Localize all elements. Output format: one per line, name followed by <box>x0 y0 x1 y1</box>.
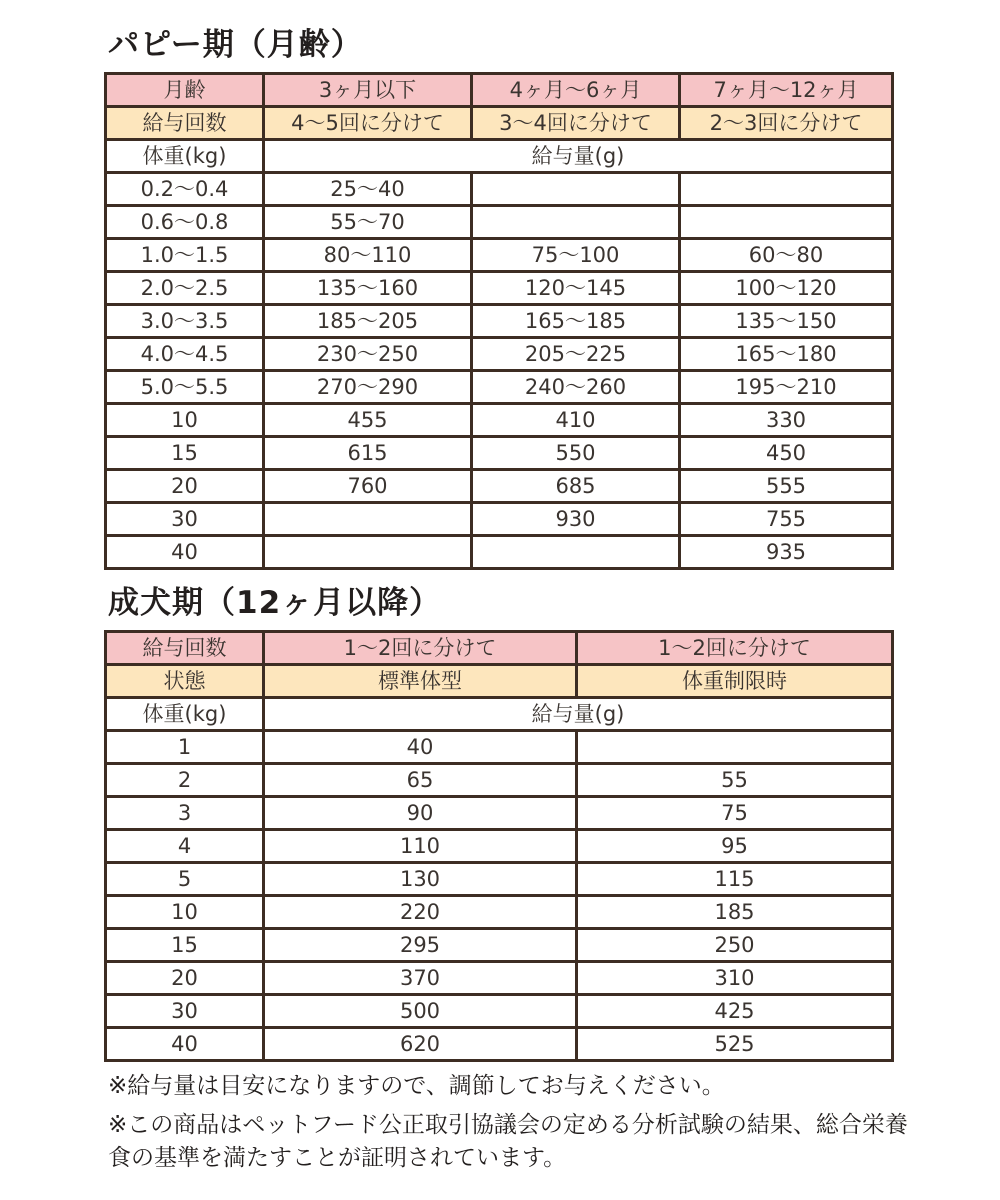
amount-cell <box>473 174 681 207</box>
amount-cell: 40 <box>265 732 578 765</box>
table-row <box>107 765 891 798</box>
amount-cell: 25〜40 <box>265 174 473 207</box>
weight-cell: 3.0〜3.5 <box>107 306 265 339</box>
table-row <box>107 471 891 504</box>
weight-cell: 1 <box>107 732 265 765</box>
amount-cell: 130 <box>265 864 578 897</box>
weight-cell: 40 <box>107 537 265 567</box>
amount-cell: 185〜205 <box>265 306 473 339</box>
table-row <box>107 732 891 765</box>
amount-cell: 500 <box>265 996 578 1029</box>
amount-cell: 760 <box>265 471 473 504</box>
amount-cell: 310 <box>578 963 891 996</box>
amount-cell: 75〜100 <box>473 240 681 273</box>
state-row <box>107 666 891 699</box>
table-row <box>107 207 891 240</box>
amount-cell: 95 <box>578 831 891 864</box>
amount-cell: 55〜70 <box>265 207 473 240</box>
amount-cell: 425 <box>578 996 891 1029</box>
weight-cell: 10 <box>107 405 265 438</box>
amount-cell: 620 <box>265 1029 578 1059</box>
amount-cell: 755 <box>681 504 891 537</box>
amount-cell: 240〜260 <box>473 372 681 405</box>
weight-label: 体重(kg) <box>107 141 265 174</box>
frequency-value: 4〜5回に分けて <box>265 108 473 141</box>
table-row <box>107 438 891 471</box>
amount-cell: 185 <box>578 897 891 930</box>
amount-cell: 220 <box>265 897 578 930</box>
amount-cell: 935 <box>681 537 891 567</box>
table-row <box>107 504 891 537</box>
amount-cell: 65 <box>265 765 578 798</box>
weight-cell: 4 <box>107 831 265 864</box>
notes <box>108 1070 908 1181</box>
frequency-label: 給与回数 <box>107 108 265 141</box>
weight-label: 体重(kg) <box>107 699 265 732</box>
frequency-row <box>107 108 891 141</box>
amount-cell: 410 <box>473 405 681 438</box>
amount-cell: 330 <box>681 405 891 438</box>
amount-cell: 250 <box>578 930 891 963</box>
table-row <box>107 897 891 930</box>
frequency-value: 3〜4回に分けて <box>473 108 681 141</box>
weight-cell: 0.6〜0.8 <box>107 207 265 240</box>
amount-cell: 370 <box>265 963 578 996</box>
amount-cell: 80〜110 <box>265 240 473 273</box>
weight-cell: 15 <box>107 438 265 471</box>
puppy-section-title: パピー期（月齢） <box>108 27 363 63</box>
note-certification: ※この商品はペットフード公正取引協議会の定める分析試験の結果、総合栄養食の基準を満たすことが証明されています。 <box>108 1112 908 1171</box>
frequency-row <box>107 633 891 666</box>
weight-cell: 2 <box>107 765 265 798</box>
table-row <box>107 831 891 864</box>
table-row <box>107 240 891 273</box>
weight-cell: 30 <box>107 504 265 537</box>
amount-cell <box>265 537 473 567</box>
amount-cell: 205〜225 <box>473 339 681 372</box>
amount-cell <box>473 537 681 567</box>
table-row <box>107 174 891 207</box>
amount-cell: 550 <box>473 438 681 471</box>
amount-label: 給与量(g) <box>265 699 891 732</box>
table-row <box>107 996 891 1029</box>
unit-header-row <box>107 699 891 732</box>
frequency-value: 2〜3回に分けて <box>681 108 891 141</box>
amount-cell: 270〜290 <box>265 372 473 405</box>
amount-cell: 75 <box>578 798 891 831</box>
amount-cell: 60〜80 <box>681 240 891 273</box>
age-header-row <box>107 75 891 108</box>
amount-cell: 685 <box>473 471 681 504</box>
adult-section-title: 成犬期（12ヶ月以降） <box>108 585 442 621</box>
amount-label: 給与量(g) <box>265 141 891 174</box>
adult-feeding-table <box>104 630 894 1062</box>
table-row <box>107 963 891 996</box>
table-row <box>107 798 891 831</box>
state-value: 体重制限時 <box>578 666 891 699</box>
amount-cell <box>473 207 681 240</box>
age-label: 月齢 <box>107 75 265 108</box>
weight-cell: 10 <box>107 897 265 930</box>
amount-cell: 55 <box>578 765 891 798</box>
amount-cell: 930 <box>473 504 681 537</box>
amount-cell <box>578 732 891 765</box>
state-label: 状態 <box>107 666 265 699</box>
weight-cell: 2.0〜2.5 <box>107 273 265 306</box>
amount-cell <box>681 174 891 207</box>
weight-cell: 3 <box>107 798 265 831</box>
amount-cell: 195〜210 <box>681 372 891 405</box>
amount-cell: 90 <box>265 798 578 831</box>
weight-cell: 15 <box>107 930 265 963</box>
table-row <box>107 306 891 339</box>
table-row <box>107 273 891 306</box>
amount-cell: 135〜160 <box>265 273 473 306</box>
weight-cell: 5.0〜5.5 <box>107 372 265 405</box>
table-row <box>107 405 891 438</box>
table-row <box>107 1029 891 1059</box>
amount-cell: 120〜145 <box>473 273 681 306</box>
weight-cell: 20 <box>107 963 265 996</box>
age-column-header: 3ヶ月以下 <box>265 75 473 108</box>
table-row <box>107 537 891 567</box>
amount-cell: 455 <box>265 405 473 438</box>
amount-cell: 555 <box>681 471 891 504</box>
state-value: 標準体型 <box>265 666 578 699</box>
weight-cell: 0.2〜0.4 <box>107 174 265 207</box>
table-row <box>107 339 891 372</box>
table-row <box>107 930 891 963</box>
weight-cell: 1.0〜1.5 <box>107 240 265 273</box>
amount-cell: 115 <box>578 864 891 897</box>
frequency-value: 1〜2回に分けて <box>265 633 578 666</box>
age-column-header: 7ヶ月〜12ヶ月 <box>681 75 891 108</box>
amount-cell <box>265 504 473 537</box>
amount-cell: 615 <box>265 438 473 471</box>
weight-cell: 5 <box>107 864 265 897</box>
weight-cell: 20 <box>107 471 265 504</box>
amount-cell: 110 <box>265 831 578 864</box>
amount-cell: 165〜180 <box>681 339 891 372</box>
amount-cell: 230〜250 <box>265 339 473 372</box>
frequency-value: 1〜2回に分けて <box>578 633 891 666</box>
amount-cell: 165〜185 <box>473 306 681 339</box>
note-guideline: ※給与量は目安になりますので、調節してお与えください。 <box>108 1073 725 1099</box>
amount-cell: 100〜120 <box>681 273 891 306</box>
puppy-feeding-table <box>104 72 894 570</box>
amount-cell: 450 <box>681 438 891 471</box>
frequency-label: 給与回数 <box>107 633 265 666</box>
unit-header-row <box>107 141 891 174</box>
amount-cell: 295 <box>265 930 578 963</box>
amount-cell <box>681 207 891 240</box>
age-column-header: 4ヶ月〜6ヶ月 <box>473 75 681 108</box>
table-row <box>107 372 891 405</box>
weight-cell: 30 <box>107 996 265 1029</box>
weight-cell: 40 <box>107 1029 265 1059</box>
amount-cell: 525 <box>578 1029 891 1059</box>
table-row <box>107 864 891 897</box>
weight-cell: 4.0〜4.5 <box>107 339 265 372</box>
amount-cell: 135〜150 <box>681 306 891 339</box>
